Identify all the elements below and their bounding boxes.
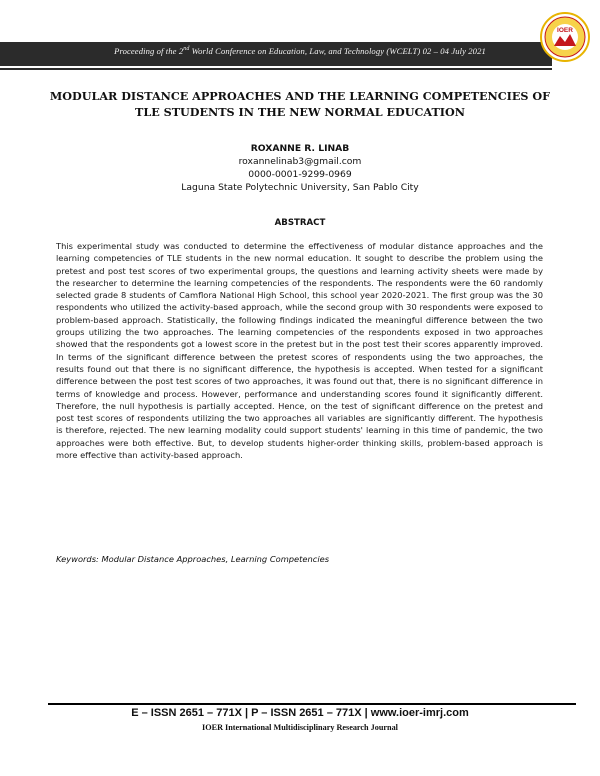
ioer-logo	[540, 12, 590, 62]
author-block	[0, 142, 600, 194]
conference-header	[0, 46, 600, 56]
header-prefix: Proceeding of the 2	[114, 46, 184, 56]
footer-rule	[48, 703, 576, 705]
footer-journal: IOER International Multidisciplinary Research Journal	[202, 723, 398, 732]
header-rule	[0, 68, 552, 70]
paper-title: MODULAR DISTANCE APPROACHES AND THE LEARNING COMPETENCIES OF TLE STUDENTS IN THE NEW NORMAL EDUCATION	[49, 89, 551, 119]
header-suffix: World Conference on Education, Law, and Technology (WCELT) 02 – 04 July 2021	[189, 46, 486, 56]
abstract-heading: ABSTRACT	[274, 218, 326, 228]
author-affiliation: Laguna State Polytechnic University, San Pablo City	[181, 182, 419, 193]
author-orcid: 0000-0001-9299-0969	[248, 169, 352, 180]
keywords: Keywords: Modular Distance Approaches, Learning Competencies	[56, 554, 330, 564]
footer-issn: E – ISSN 2651 – 771X | P – ISSN 2651 – 771X | www.ioer-imrj.com	[131, 707, 469, 719]
author-email: roxannelinab3@gmail.com	[238, 156, 362, 167]
author-name: ROXANNE R. LINAB	[250, 143, 350, 154]
abstract-body: This experimental study was conducted to determine the effectiveness of modular distance approaches and the learning competencies of TLE students in the new normal education. It sought to describe the problem using the pretest and post test scores of two experimental groups, the questions and learning activity sheets were made by the researcher to determine the learning competencies of the respondents. The respondents were the 60 randomly selected grade 8 students of Camflora National High School, this school year 2020-2021. The first group was the 30 respondents who utilized the activity-based approach, while the second group with 30 respondents were exposed to problem-based approach. Statistically, the following findings indicated the meaningful difference between the two groups utilizing the two approaches. The learning competencies of the respondents exposed in two approaches showed that the respondents got a lowest score in the pretest but in the post test their scores apparently improved. In terms of the significant difference between the pretest scores of respondents using the two approaches, the results found out that there is no significant difference, the hypothesis is accepted. When tested for a significant difference between the post test scores of two approaches, it was found out that, there is no significant difference in terms of knowledge and process. However, performance and understanding scores found it significantly different. Therefore, the null hypothesis is partially accepted. Hence, on the test of significant difference on the pretest and post test scores of respondents utilizing the two approaches all variables are significantly different. The hypothesis is therefore, rejected. The new learning modality could support students' learning in this time of pandemic, the two approaches were both effective. But, to develop students higher-order thinking skills, problem-based approach is more effective than activity-based approach.	[56, 241, 543, 461]
header-sup: nd	[183, 46, 190, 53]
logo-text: IOER	[557, 27, 573, 34]
